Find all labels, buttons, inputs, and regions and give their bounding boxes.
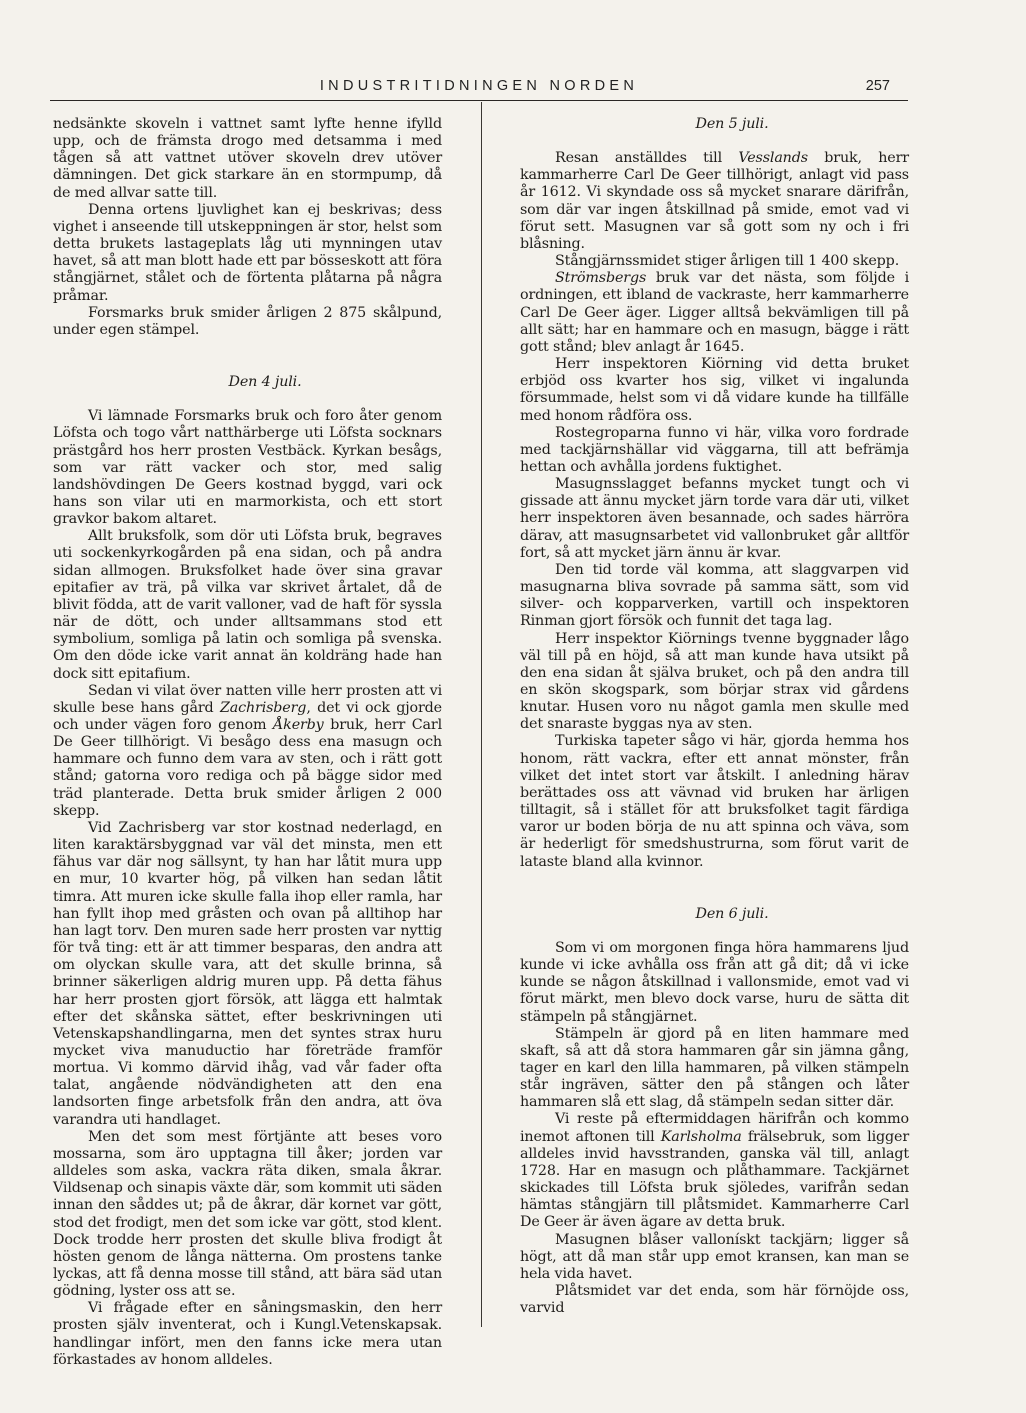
paragraph: Plåtsmidet var det enda, som här förnöjde oss, varvid [520,1283,909,1317]
paragraph [520,1111,909,1231]
place-name: Vesslands [738,150,808,167]
text-run: Sedan vi vilat över natten ville herr prosten att vi skulle bese hans gård [53,682,442,716]
page-number: 257 [865,78,890,94]
paragraph: Denna ortens ljuvlighet kan ej beskrivas; dess vighet i anseende till utskeppningen är stor, helst som detta brukets lastageplats låg uti mynningen utav havet, så att man blott hade ett par bösseskott att föra stångjärnet, stålet och de förtenta plåtarna på några pråmar. [53,201,442,304]
paragraph: Turkiska tapeter sågo vi här, gjorda hemma hos honom, rätt vackra, efter ett annat mönster, från vilket det intet stort var åtskilt. I anledning härav berättades oss att vävnad vid bruken har ärligen tilltagit, så i stället för att bruksfolket tagit färdiga varor ur boden börja de nu att spinna och väva, som är hederligt för smedshustrurna, som förut varit de lataste bland alla kvinnor. [520,733,909,870]
text-run: Resan anställdes till [555,150,739,167]
paragraph: Vid Zachrisberg var stor kostnad nederlagd, en liten karaktärsbyggnad var väl det minsta, men ett fähus var där nog sällsynt, ty han har låtit mura upp en mur, 10 kvarter hög, på vilken han sedan låtit timra. Att muren icke skulle falla ihop eller ramla, har han fyllt ihop med gråsten och ovan på alltihop har han lagt torv. Den muren sade herr prosten var nyttig för två ting: ett är att timmer besparas, den andra att om olyckan skulle vara, att det skulle brinna, så brinner säkerligen aldrig muren upp. På detta fähus har herr prosten gjort försök, att lägga ett halmtak efter det skånska sättet, efter beskrivningen uti Vetenskapshandlingarna, men det syntes strax huru mycket viva manuductio har företräde framför mortua. Vi kommo därvid ihåg, vad vår fader ofta talat, angående nödvändigheten att den ena landsorten finge arbetsfolk från den andra, att öva varandra uti handlaget. [53,819,442,1128]
paragraph [520,270,909,356]
left-column [53,116,442,1369]
right-column [520,116,909,1317]
text-run: bruk var det nästa, som följde i ordningen, ett ibland de vackraste, herr kammarherre Carl De Geer äger. Ligger alltså bekvämligen till på allt sätt; har en hammare och en masugn, bägge i rätt gott stånd; blev anlagt år 1645. [520,270,909,355]
paragraph: Som vi om morgonen finga höra hammarens ljud kunde vi icke avhålla oss från att gå dit; då vi icke kunde se någon åtskillnad i vallonsmide, emot vad vi förut märkt, men blevo dock varse, huru de sätta dit stämpeln på stångjärnet. [520,939,909,1025]
place-name: Åkerby [273,717,324,733]
paragraph: Allt bruksfolk, som dör uti Löfsta bruk, begraves uti sockenkyrkogården på ena sidan, och på andra sidan allmogen. Bruksfolket hade över sina gravar epitafier av trä, på vilka var skrivet årtalet, då de blivit födda, att de varit valloner, vad de haft för syssla när de dött, och under alltsammans stod ett symbolium, somliga på latin och somliga på svenska. Om den döde icke varit annat än koldräng hade han dock sitt epitafium. [53,528,442,682]
place-name: Karlsholma [660,1128,742,1145]
section-heading-july-5: Den 5 juli. [695,116,769,132]
paragraph [520,150,909,253]
paragraph: Herr inspektor Kiörnings tvenne byggnader lågo väl till på en höjd, så att man kunde hava utsikt på den ena sidan åt själva bruket, och på den andra till en skön skogspark, som börjar strax vid gårdens knutar. Husen voro nu något gamla men skulle med det snaraste byggas nya av sten. [520,630,909,733]
paragraph: Den tid torde väl komma, att slaggvarpen vid masugnarna bliva sovrade på samma sätt, som vid silver- och kopparverken, vartill och inspektoren Rinman gjort försök och funnit det taga lag. [520,561,909,630]
text-run: bruk, herr kammarherre Carl De Geer tillhörigt, anlagt vid pass år 1612. Vi skyndade oss så mycket snarare därifrån, som där var ingen åtskillnad på smide, emot vad vi förut sett. Masugnen var så gott som ny och i fri blåsning. [520,150,909,252]
text-run: bruk, herr Carl De Geer tillhörigt. Vi besågo dess ena masugn och hammare och funno dem vara av sten, och i rätt gott stånd; gatorna voro rediga och på bägge sidor med träd planterade. Detta bruk smider årligen 2 000 skepp. [53,717,443,819]
paragraph: Vi frågade efter en såningsmaskin, den herr prosten själv inventerat, och i Kungl.Vetenskapsak. handlingar infört, men den fanns icke mera utan förkastades av honom alldeles. [53,1300,442,1368]
place-name: Strömsbergs [555,270,647,287]
paragraph: Stångjärnssmidet stiger årligen till 1 400 skepp. [555,253,900,270]
paragraph: Herr inspektoren Kiörning vid detta bruket erbjöd oss kvarter hos sig, vilket vi ingalunda försummade, helst som vi då vidare kunde ha tillfälle med honom rådföra oss. [520,356,909,424]
paragraph [53,683,442,820]
section-heading-july-6: Den 6 juli. [695,905,769,922]
text-run: frälsebruk, som ligger alldeles invid havsstranden, ganska väl till, anlagt 1728. Har en masugn och plåthammare. Tackjärnet skickades till Löfsta bruk sjöledes, varifrån sedan hämtas stångjärn till plåtsmidet. Kammarherre Carl De Geer är även ägare av detta bruk. [520,1128,909,1231]
place-name: Zachrisberg [219,699,307,716]
paragraph: Men det som mest förtjänte att beses voro mossarna, som äro upptagna till åker; jorden var alldeles som aska, vackra räta diken, smala åkrar. Vildsenap och sinapis växte där, som kommit uti säden innan den såddes ut; på de åkrar, där kornet var gött, stod det frodigt, men det som icke var gött, stod klent. Dock trodde herr prosten det skulle bliva frodigt åt hösten genom de långa nätterna. Om prostens tanke lyckas, att få denna mosse till stånd, att bära säd utan gödning, lyster oss att se. [53,1128,442,1300]
paragraph: Masugnen blåser vallonískt tackjärn; ligger så högt, att då man står upp emot kransen, kan man se hela vida havet. [520,1231,909,1282]
text-run: Vi reste på eftermiddagen härifrån och kommo inemot aftonen till [520,1111,909,1145]
page-header [50,74,908,101]
paragraph: nedsänkte skoveln i vattnet samt lyfte henne ifylld upp, och de främsta drogo med detsamma i med tågen så att vattnet utöver skoveln drev utöver dämningen. Det gick starkare än en stormpump, då de med allvar satte till. [53,116,442,201]
paragraph: Stämpeln är gjord på en liten hammare med skaft, så att då stora hammaren går sin jämna gång, tager en karl den lilla hammaren, på vilken stämpeln står ingräven, sätter den på stången och låter hammaren slå ett slag, då stämpeln sedan sitter där. [520,1025,909,1111]
paragraph: Vi lämnade Forsmarks bruk och foro åter genom Löfsta och togo vårt natthärberge uti Löfsta socknars prästgård hos herr prosten Vestbäck. Kyrkan besågs, som var rätt vacker och stor, med salig landshövdingen De Geers kostnad byggd, vari ock hans son vilar uti en marmorkista, och ett stort gravkor bakom altaret. [53,408,442,528]
column-divider [481,102,482,1327]
journal-title: INDUSTRITIDNINGEN NORDEN [319,78,639,94]
text-run: , det vi ock gjorde och under vägen foro genom [53,699,442,733]
paragraph: Masugnsslagget befanns mycket tungt och vi gissade att ännu mycket järn torde vara där uti, vilket herr inspektoren även besannade, och sades härröra därav, att masugnsarbetet vid vallonbruket går alltför fort, så att mycket järn ännu är kvar. [520,476,909,561]
section-heading-july-4: Den 4 juli. [228,374,302,391]
paragraph: Forsmarks bruk smider årligen 2 875 skålpund, under egen stämpel. [53,304,442,338]
paragraph: Rostegroparna funno vi här, vilka voro fordrade med tackjärnshällar vid väggarna, till att befrämja hettan och avhålla jordens fuktighet. [520,424,909,475]
